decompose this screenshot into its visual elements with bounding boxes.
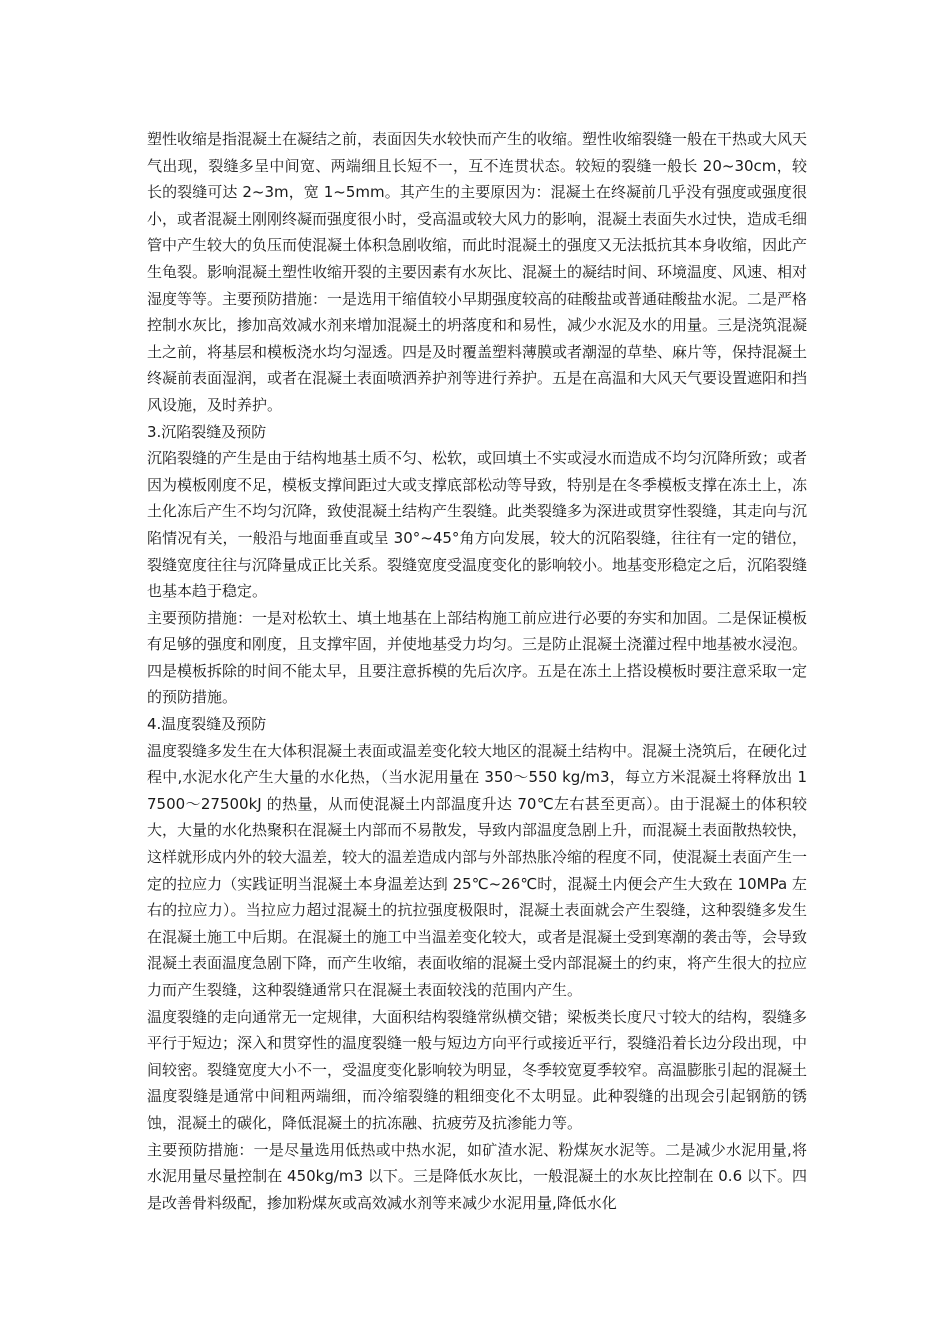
section-heading-settlement-cracks: 3.沉陷裂缝及预防 xyxy=(147,422,267,441)
paragraph-temperature-causes: 温度裂缝多发生在大体积混凝土表面或温差变化较大地区的混凝土结构中。混凝土浇筑后，在硬化过程中,水泥水化产生大量的水化热，（当水泥用量在 350～550 kg/m3，每立方米混凝土将释放出 17500～27500kJ 的热量，从而使混凝土内部温度升达 70℃左右甚至更高）。由于混凝土的体积较大，大量的水化热聚积在混凝土内部而不易散发，导致内部温度急剧上升，而混凝土表面散热较快，这样就形成内外的较大温差，较大的温差造成内部与外部热胀冷缩的程度不同，使混凝土表面产生一定的拉应力（实践证明当混凝土本身温差达到 25℃~26℃时，混凝土内便会产生大致在 10MPa 左右的拉应力）。当拉应力超过混凝土的抗拉强度极限时，混凝土表面就会产生裂缝，这种裂缝多发生在混凝土施工中后期。在混凝土的施工中当温差变化较大，或者是混凝土受到寒潮的袭击等，会导致混凝土表面温度急剧下降，而产生收缩，表面收缩的混凝土受内部混凝土的约束，将产生很大的拉应力而产生裂缝，这种裂缝通常只在混凝土表面较浅的范围内产生。 xyxy=(147,741,808,999)
paragraph-settlement-causes: 沉陷裂缝的产生是由于结构地基土质不匀、松软，或回填土不实或浸水而造成不均匀沉降所致；或者因为模板刚度不足，模板支撑间距过大或支撑底部松动等导致，特别是在冬季模板支撑在冻土上，冻土化冻后产生不均匀沉降，致使混凝土结构产生裂缝。此类裂缝多为深进或贯穿性裂缝，其走向与沉陷情况有关，一般沿与地面垂直或呈 30°~45°角方向发展，较大的沉陷裂缝，往往有一定的错位，裂缝宽度往往与沉降量成正比关系。裂缝宽度受温度变化的影响较小。地基变形稳定之后，沉陷裂缝也基本趋于稳定。 xyxy=(147,449,808,601)
document-page xyxy=(147,126,807,1216)
paragraph-temperature-prevention: 主要预防措施：一是尽量选用低热或中热水泥，如矿渣水泥、粉煤灰水泥等。二是减少水泥用量,将水泥用量尽量控制在 450kg/m3 以下。三是降低水灰比，一般混凝土的水灰比控制在 0.6 以下。四是改善骨料级配，掺加粉煤灰或高效减水剂等来减少水泥用量,降低水化 xyxy=(147,1140,807,1212)
paragraph-temperature-characteristics: 温度裂缝的走向通常无一定规律，大面积结构裂缝常纵横交错；梁板类长度尺寸较大的结构，裂缝多平行于短边；深入和贯穿性的温度裂缝一般与短边方向平行或接近平行，裂缝沿着长边分段出现，中间较密。裂缝宽度大小不一，受温度变化影响较为明显，冬季较宽夏季较窄。高温膨胀引起的混凝土温度裂缝是通常中间粗两端细，而冷缩裂缝的粗细变化不太明显。此种裂缝的出现会引起钢筋的锈蚀，混凝土的碳化，降低混凝土的抗冻融、抗疲劳及抗渗能力等。 xyxy=(147,1007,808,1132)
paragraph-settlement-prevention: 主要预防措施：一是对松软土、填土地基在上部结构施工前应进行必要的夯实和加固。二是保证模板有足够的强度和刚度，且支撑牢固，并使地基受力均匀。三是防止混凝土浇灌过程中地基被水浸泡。四是模板拆除的时间不能太早，且要注意拆模的先后次序。五是在冻土上搭设模板时要注意采取一定的预防措施。 xyxy=(147,608,808,707)
paragraph-plastic-shrinkage: 塑性收缩是指混凝土在凝结之前，表面因失水较快而产生的收缩。塑性收缩裂缝一般在干热或大风天气出现，裂缝多呈中间宽、两端细且长短不一，互不连贯状态。较短的裂缝一般长 20~30cm，较长的裂缝可达 2~3m，宽 1~5mm。其产生的主要原因为：混凝土在终凝前几乎没有强度或强度很小，或者混凝土刚刚终凝而强度很小时，受高温或较大风力的影响，混凝土表面失水过快，造成毛细管中产生较大的负压而使混凝土体积急剧收缩，而此时混凝土的强度又无法抵抗其本身收缩，因此产生龟裂。影响混凝土塑性收缩开裂的主要因素有水灰比、混凝土的凝结时间、环境温度、风速、相对湿度等等。主要预防措施：一是选用干缩值较小早期强度较高的硅酸盐或普通硅酸盐水泥。二是严格控制水灰比，掺加高效减水剂来增加混凝土的坍落度和和易性，减少水泥及水的用量。三是浇筑混凝土之前，将基层和模板浇水均匀湿透。四是及时覆盖塑料薄膜或者潮湿的草垫、麻片等，保持混凝土终凝前表面湿润，或者在混凝土表面喷洒养护剂等进行养护。五是在高温和大风天气要设置遮阳和挡风设施，及时养护。 xyxy=(147,130,808,414)
section-heading-temperature-cracks: 4.温度裂缝及预防 xyxy=(147,715,267,734)
